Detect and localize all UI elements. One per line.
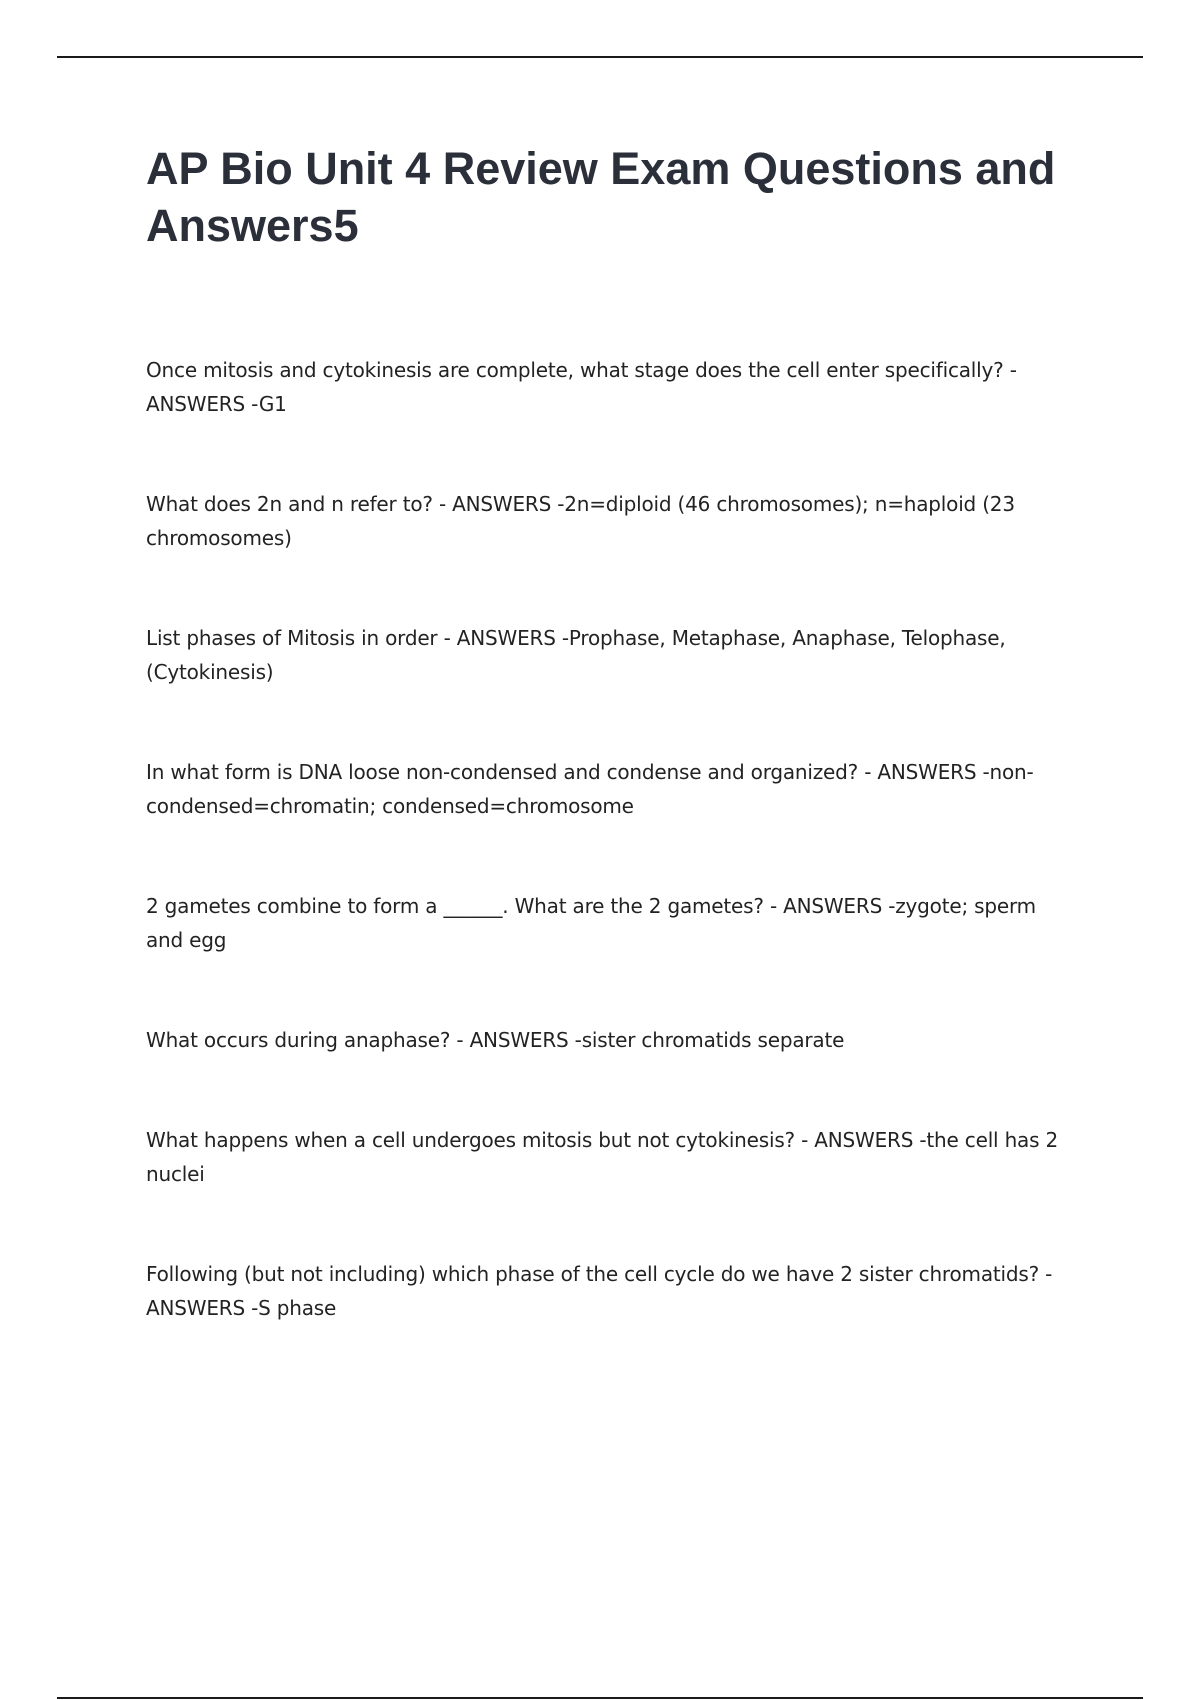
qa-item: What does 2n and n refer to? - ANSWERS -2n=diploid (46 chromosomes); n=haploid (23 chromosomes) [146,492,1015,550]
qa-item: What happens when a cell undergoes mitosis but not cytokinesis? - ANSWERS -the cell has 2 nuclei [146,1128,1059,1186]
qa-item: Following (but not including) which phase of the cell cycle do we have 2 sister chromatids? - ANSWERS -S phase [146,1262,1053,1320]
qa-item: 2 gametes combine to form a ______. What are the 2 gametes? - ANSWERS -zygote; sperm and egg [146,894,1036,952]
top-rule [57,56,1143,58]
qa-list [146,353,1076,1391]
bottom-rule [57,1697,1143,1699]
document-title: AP Bio Unit 4 Review Exam Questions and Answers5 [146,143,1056,251]
qa-item: List phases of Mitosis in order - ANSWERS -Prophase, Metaphase, Anaphase, Telophase, (Cytokinesis) [146,626,1006,684]
qa-item: In what form is DNA loose non-condensed and condense and organized? - ANSWERS -non-condensed=chromatin; condensed=chromosome [146,760,1034,818]
qa-item: What occurs during anaphase? - ANSWERS -sister chromatids separate [146,1028,845,1052]
qa-item: Once mitosis and cytokinesis are complete, what stage does the cell enter specifically? - ANSWERS -G1 [146,358,1017,416]
